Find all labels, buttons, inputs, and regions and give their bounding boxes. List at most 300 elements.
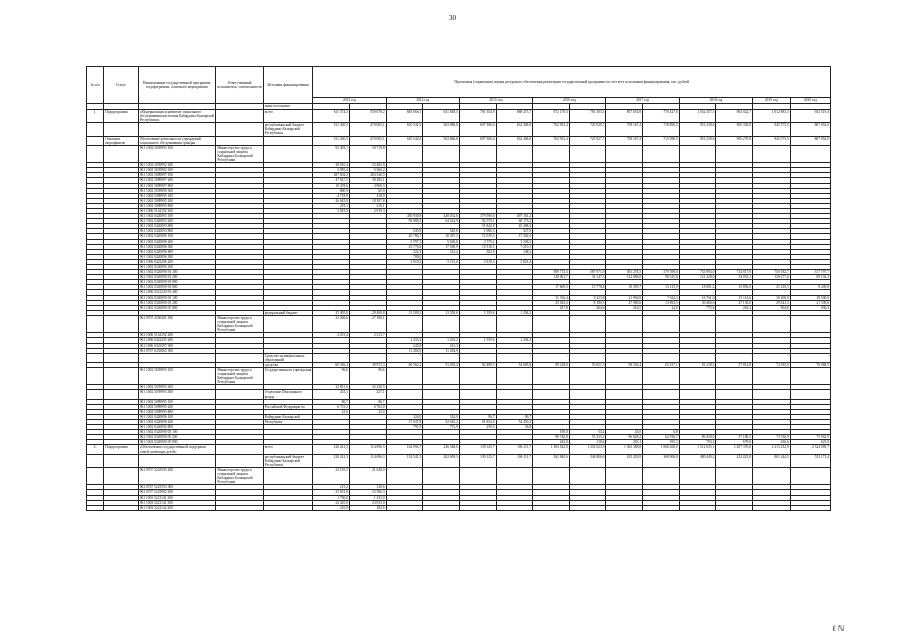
table-cell: 961 1002 0320090 05 800 — [138, 305, 216, 310]
table-cell: Министерство труда и социальной защиты Кабардино-Балкарской Республики — [216, 315, 263, 332]
table-cell: 5 620,0 — [423, 239, 460, 244]
table-cell: 632 494,6 — [496, 136, 533, 145]
table-cell: Министерство труда и социальной защиты Кабардино-Балкарской Республики — [216, 467, 263, 484]
header-year: 2016 год — [533, 98, 606, 104]
table-cell: 50 719,8 — [349, 145, 386, 162]
table-cell: 961 0707 0435065 300 — [138, 348, 216, 353]
table-cell: 581 278,3 — [606, 270, 643, 275]
table-cell: 45,0 — [606, 430, 643, 435]
table-cell: 53 493,4 — [423, 362, 460, 367]
table-cell: 203,1 — [606, 440, 643, 445]
table-cell: 725 927,7 — [569, 136, 606, 145]
table-cell: 55 335,2 — [569, 435, 606, 440]
table-cell — [716, 467, 753, 484]
table-cell — [459, 390, 496, 399]
table-cell: 961 1002 5039999 300 — [138, 188, 216, 193]
table-cell: 961 1002 0420093 800 — [138, 229, 216, 234]
table-cell: 936,4 — [790, 305, 830, 310]
table-cell: 26 645,0 — [313, 198, 350, 203]
table-cell: 106 111,7 — [496, 454, 533, 467]
table-cell: 57 180,3 — [716, 435, 753, 440]
table-cell — [753, 390, 791, 399]
table-cell: - — [790, 353, 830, 362]
table-cell: - — [643, 353, 680, 362]
table-cell: 801 244,5 — [753, 454, 791, 467]
table-cell: 951 239,6 — [679, 123, 716, 136]
table-cell: 435 229,9 — [606, 454, 643, 467]
table-cell: Отделение Пенсионного фонда — [263, 390, 313, 399]
table-cell: 120 241,3 — [313, 454, 350, 467]
table-cell: 368 908,0 — [643, 454, 680, 467]
table-cell: 961 1002 5089995 200 — [138, 198, 216, 203]
table-cell: - — [423, 353, 460, 362]
header-executor: Ответственный исполнитель, соисполнители — [216, 67, 263, 104]
table-cell: 857 653,8 — [606, 110, 643, 123]
table-cell: 470 005,1 — [349, 123, 386, 136]
table-cell: 961 1002 0320090 05 100 — [138, 295, 216, 300]
table-cell: 589 713,3 — [533, 270, 570, 275]
table-cell — [104, 367, 138, 384]
table-cell: 29 400,8 — [349, 310, 386, 315]
table-cell — [496, 315, 533, 332]
table-row — [87, 353, 831, 362]
table-cell — [216, 454, 263, 467]
table-cell — [104, 353, 138, 362]
table-cell: 32 206,6 — [313, 315, 350, 332]
table-cell: 25 043,2 — [533, 300, 570, 305]
table-row — [87, 390, 831, 399]
table-cell: 99 218,0 — [533, 362, 570, 367]
table-row — [87, 505, 831, 510]
table-cell: 316,5 — [606, 305, 643, 310]
table-cell: 20 786,7 — [386, 234, 423, 239]
table-cell: 714 817,9 — [716, 270, 753, 275]
table-cell: 1 252 623,9 — [569, 445, 606, 454]
table-cell: 497 161,2 — [496, 214, 533, 219]
table-cell: 2 213 232,9 — [753, 445, 791, 454]
table-cell: 611 374,3 — [313, 110, 350, 123]
table-cell: 972 170,3 — [533, 110, 570, 123]
table-cell: 961 1002 5089997 800 — [138, 183, 216, 188]
table-cell: 5 985,4 — [313, 168, 350, 173]
table-cell: 8 249,0 — [790, 285, 830, 290]
table-cell — [643, 467, 680, 484]
table-cell: - — [459, 353, 496, 362]
table-cell — [386, 145, 423, 162]
table-cell — [753, 505, 791, 510]
table-cell: 118,6 — [569, 440, 606, 445]
table-cell: 1 363 388,8 — [606, 445, 643, 454]
table-cell: 961 1002 5039993 100 — [138, 145, 216, 162]
table-cell — [569, 505, 606, 510]
table-cell: 32 851,6 — [313, 385, 350, 390]
table-cell — [716, 390, 753, 399]
table-cell: 961 1002 5039992 300 — [138, 168, 216, 173]
table-cell: Российской Федерации по — [263, 404, 313, 409]
table-cell: 961 1002 0420096 300 — [138, 244, 216, 249]
table-cell: 75 942,9 — [790, 435, 830, 440]
table-cell: 60 356,3 — [313, 362, 350, 367]
table-cell: 563 866,8 — [423, 136, 460, 145]
table-cell: 432 223,8 — [716, 454, 753, 467]
table-cell: «Модернизация и развитие социального обслуживания населения Кабардино-Балкарской Республики» — [139, 110, 215, 123]
table-cell — [679, 467, 716, 484]
table-cell: 1 068 268,0 — [643, 445, 680, 454]
table-cell: 20 387,3 — [423, 234, 460, 239]
table-cell: 21 960,0 — [606, 295, 643, 300]
table-cell — [606, 367, 643, 384]
table-cell: 18 500,0 — [790, 295, 830, 300]
table-cell — [753, 467, 791, 484]
table-cell: 92 493,1 — [313, 145, 350, 162]
table-cell: 480 449,2 — [679, 454, 716, 467]
table-cell: 237,1 — [349, 390, 386, 399]
table-cell — [569, 145, 606, 162]
table-cell — [87, 367, 104, 384]
table-cell: 3 358,5 — [496, 239, 533, 244]
table-cell — [533, 315, 570, 332]
table-cell: 2 213,7 — [349, 333, 386, 338]
table-cell — [386, 505, 423, 510]
table-cell: 470 005,1 — [349, 136, 386, 145]
table-cell: 545,8 — [423, 229, 460, 234]
table-cell: 51 842,8 — [459, 224, 496, 229]
table-cell — [87, 145, 104, 162]
table-cell: 700,0 — [386, 254, 423, 259]
table-cell — [679, 145, 716, 162]
table-cell: 114 696,3 — [349, 445, 386, 454]
table-cell: 379 590,6 — [459, 214, 496, 219]
table-row — [87, 110, 831, 123]
table-cell: 961 0707 5225593 300 — [138, 485, 216, 490]
table-cell: 961 1002 0420096 200 — [138, 239, 216, 244]
table-cell: 126,6 — [349, 485, 386, 490]
table-cell — [790, 145, 830, 162]
table-cell — [643, 315, 680, 332]
table-cell: 81 854,0 — [459, 420, 496, 425]
table-cell: 80 430,0 — [679, 435, 716, 440]
table-cell — [790, 367, 830, 384]
table-cell: 73 536,9 — [753, 435, 791, 440]
table-cell: 21 339,6 — [790, 300, 830, 305]
table-cell: 54 450,3 — [496, 420, 533, 425]
table-cell: 961 0707 5225593 200 — [138, 467, 216, 484]
table-cell: Средства муниципальных образований — [263, 353, 313, 362]
table-cell: 2. — [87, 445, 104, 454]
table-cell: 7 624,3 — [643, 295, 680, 300]
table-cell: 122 086,0 — [606, 275, 643, 280]
table-cell: 961 1002 5039993 100 — [138, 367, 216, 384]
table-cell — [569, 390, 606, 399]
table-cell: 943 519,4 — [790, 110, 830, 123]
table-cell — [87, 136, 104, 145]
table-row — [87, 367, 831, 384]
header-year: 2015 год — [459, 98, 532, 104]
table-cell: 610 542,6 — [386, 136, 423, 145]
table-cell: 190,0 — [533, 430, 570, 435]
table-cell — [87, 353, 104, 362]
table-cell: 15 539,3 — [459, 234, 496, 239]
table-cell — [496, 505, 533, 510]
table-cell: 23,0 — [349, 409, 386, 414]
header-no: № п/п — [87, 67, 104, 104]
table-cell: 961 1002 0320090 93 200 — [138, 275, 216, 280]
table-cell — [679, 505, 716, 510]
table-cell: 961 1006 0321320 93 400 — [138, 290, 216, 295]
table-cell: республиканский бюджет Кабардино-Балкарской Республики — [263, 454, 313, 467]
table-cell: 418,9 — [349, 193, 386, 198]
table-cell: 17 569,9 — [423, 244, 460, 249]
table-cell: 36,8 — [496, 425, 533, 430]
table-cell: 13 509,3 — [386, 310, 423, 315]
table-cell: всего — [263, 110, 313, 123]
table-cell — [423, 145, 460, 162]
table-cell — [496, 145, 533, 162]
table-cell: 96,7 — [459, 414, 496, 419]
table-cell — [216, 445, 263, 454]
table-cell: 17 669,5 — [533, 285, 570, 290]
header-name: Наименование государственной программы, подпрограммы, основного мероприятия — [138, 67, 216, 104]
table-cell: 762 952,4 — [533, 123, 570, 136]
table-cell: 1 384 542,8 — [533, 445, 570, 454]
table-cell: 81 218,3 — [679, 362, 716, 367]
table-cell: 29 021,3 — [753, 300, 791, 305]
header-year: 2020 год — [790, 98, 830, 104]
table-cell — [533, 505, 570, 510]
table-cell: 28 010,4 — [313, 163, 350, 168]
table-cell: 448 032,8 — [423, 214, 460, 219]
table-cell: 733 993,0 — [679, 270, 716, 275]
table-cell — [423, 390, 460, 399]
table-cell — [679, 315, 716, 332]
table-cell: 1 512 635,1 — [679, 445, 716, 454]
table-cell: Республике — [263, 420, 313, 425]
table-cell: 25 770,6 — [386, 244, 423, 249]
table-cell: 511 430,5 — [313, 136, 350, 145]
table-cell: 5 560,2 — [349, 168, 386, 173]
table-cell: 362 840,6 — [533, 454, 570, 467]
table-cell — [753, 367, 791, 384]
table-cell — [263, 315, 313, 332]
table-cell: средства — [263, 362, 313, 367]
table-cell: 96,6 — [349, 367, 386, 384]
table-cell — [104, 390, 138, 399]
table-cell: 961 0707 4330201 300 — [138, 315, 216, 332]
table-cell: «Обеспечение государственной поддержки семей, имеющих детей» — [138, 445, 216, 454]
table-cell — [104, 123, 138, 136]
table-cell: 98 325,8 — [643, 275, 680, 280]
table-cell: 226 348,0 — [423, 445, 460, 454]
table-cell: 210,0 — [313, 505, 350, 510]
table-cell: 92 570,1 — [459, 219, 496, 224]
table-cell: 679,6 — [716, 440, 753, 445]
table-cell: 2 821,4 — [496, 259, 533, 264]
table-cell: 16 761,0 — [679, 295, 716, 300]
table-cell: 457,8 — [533, 305, 570, 310]
table-cell — [533, 390, 570, 399]
table-cell: 219,1 — [349, 203, 386, 208]
table-cell — [423, 367, 460, 384]
table-cell: 55 051,5 — [569, 362, 606, 367]
table-cell: 96 828,2 — [606, 435, 643, 440]
table-cell: 96,6 — [313, 367, 350, 384]
table-cell: 302,9 — [459, 249, 496, 254]
table-cell: 215,2 — [313, 485, 350, 490]
header-status: Статус — [104, 67, 138, 104]
table-cell: 15 892,0 — [716, 285, 753, 290]
table-cell — [459, 505, 496, 510]
table-cell: 961 0707 5225992 300 — [138, 490, 216, 495]
table-cell: 945 575,5 — [753, 136, 791, 145]
table-cell — [790, 505, 830, 510]
table-cell: 13 892,5 — [643, 300, 680, 305]
table-row — [87, 145, 831, 162]
table-cell: 86,7 — [349, 399, 386, 404]
table-cell: 11 284,9 — [423, 348, 460, 353]
table-cell — [790, 390, 830, 399]
table-cell: 45 498,4 — [496, 224, 533, 229]
table-cell — [496, 467, 533, 484]
table-cell — [87, 467, 104, 484]
table-cell: 631 849,5 — [423, 110, 460, 123]
table-cell: 74 185,6 — [753, 362, 791, 367]
table-cell: 697 306,0 — [459, 123, 496, 136]
table-cell: 21 649,0 — [349, 467, 386, 484]
table-cell: 139 125,7 — [459, 445, 496, 454]
table-cell: 718 890,5 — [643, 123, 680, 136]
table-cell: 148,2 — [496, 249, 533, 254]
table-cell: 54,2 — [569, 430, 606, 435]
table-cell: 34 147,3 — [569, 275, 606, 280]
table-cell: 132 541,3 — [386, 454, 423, 467]
table-cell: 3 919,3 — [386, 259, 423, 264]
table-cell: 47 927,5 — [313, 178, 350, 183]
table-cell: 24 410,0 — [313, 500, 350, 505]
table-cell: 8 180,5 — [569, 300, 606, 305]
table-cell: 961 1002 5039993 300 — [138, 390, 216, 399]
table-cell: 867 052,0 — [790, 136, 830, 145]
table-cell — [216, 353, 263, 362]
table-cell: Подпрограмма — [104, 110, 138, 123]
table-cell — [643, 145, 680, 162]
table-cell: 961 1002 5089995 800 — [138, 203, 216, 208]
table-cell: 945 575,5 — [753, 123, 791, 136]
table-cell: 961 1003 5221142 200 — [138, 505, 216, 510]
header-source: Источник финансирования — [263, 67, 313, 104]
table-cell: 961 1006 0425297 300 — [138, 343, 216, 348]
table-cell — [87, 454, 104, 467]
table-cell: 725 929,7 — [569, 123, 606, 136]
table-cell: 2 291,4 — [313, 333, 350, 338]
table-cell — [87, 315, 104, 332]
table-cell: 54 053,3 — [716, 275, 753, 280]
table-cell: 99 086,5 — [386, 219, 423, 224]
table-cell: 4 718,9 — [313, 193, 350, 198]
table-cell: 1 790,0 — [313, 495, 350, 500]
table-cell: 688 473,7 — [496, 110, 533, 123]
table-cell — [496, 367, 533, 384]
table-cell: 1 457 376,8 — [716, 445, 753, 454]
table-cell — [716, 367, 753, 384]
table-cell: 27 980,6 — [606, 300, 643, 305]
table-cell: 54 683,8 — [496, 362, 533, 367]
table-cell: 2 324 005,7 — [790, 445, 830, 454]
table-cell: 6 763,0 — [349, 404, 386, 409]
table-cell: 312,2 — [423, 249, 460, 254]
table-cell: федеральный бюджет — [263, 310, 313, 315]
resource-table — [86, 66, 831, 511]
table-cell — [216, 390, 263, 399]
table-cell — [423, 467, 460, 484]
table-cell: 60 562,2 — [386, 362, 423, 367]
table-cell: 57 812,0 — [716, 362, 753, 367]
table-cell: 961 1002 0320090 05 100 — [138, 430, 216, 435]
table-cell — [386, 390, 423, 399]
table-cell: 42 236,5 — [349, 385, 386, 390]
table-cell — [643, 390, 680, 399]
table-cell: 905 330,8 — [716, 123, 753, 136]
table-cell — [643, 367, 680, 384]
table-cell: 1 294,3 — [496, 310, 533, 315]
table-cell: 13 550,6 — [423, 310, 460, 315]
table-cell: Министерство труда и социальной защиты Кабардино-Балкарской Республики — [216, 367, 263, 384]
table-cell: 27 130,0 — [716, 300, 753, 305]
table-cell — [569, 467, 606, 484]
table-cell: 62 936,7 — [643, 435, 680, 440]
table-cell: 15 518,1 — [459, 244, 496, 249]
table-cell: 961 1002 0320090 05 200 — [138, 300, 216, 305]
table-cell: 1 233,0 — [349, 495, 386, 500]
table-cell — [606, 505, 643, 510]
table-cell: 791,9 — [386, 425, 423, 430]
table-cell: Государственного учреждения — [263, 367, 313, 384]
table-cell — [138, 454, 216, 467]
table-cell: 35 495,0 — [313, 310, 350, 315]
table-cell — [87, 390, 104, 399]
table-cell: 16 200,0 — [753, 295, 791, 300]
table-cell: 6,8 — [643, 430, 680, 435]
table-cell: 38 285,1 — [349, 178, 386, 183]
table-cell: 951 239,6 — [679, 136, 716, 145]
table-cell: 21 239,3 — [753, 285, 791, 290]
table-cell: республиканский бюджет Кабардино-Балкарской Республики — [263, 123, 313, 136]
table-cell: 867 052,0 — [790, 123, 830, 136]
table-cell: 2 919,3 — [349, 208, 386, 213]
header-forecast: Прогнозная (справочная) оценка ресурсного обеспечения реализации государственной программы за счет всех источников финансирования, тыс. рублей — [313, 67, 831, 98]
table-cell: 219,1 — [313, 203, 350, 208]
table-cell — [533, 467, 570, 484]
table-cell: 701 354,9 — [459, 110, 496, 123]
table-cell: 395,3 — [643, 440, 680, 445]
table-cell: 18 081,2 — [679, 285, 716, 290]
table-cell: 162 094,7 — [386, 445, 423, 454]
table-cell: 6 733,3 — [313, 404, 350, 409]
table-cell: 98 536,4 — [606, 362, 643, 367]
table-cell — [753, 315, 791, 332]
table-cell: 961 1002 0420093 800 — [138, 224, 216, 229]
table-cell: 961 1002 0420096 800 — [138, 249, 216, 254]
table-cell — [459, 467, 496, 484]
table-cell: 3 923,3 — [313, 208, 350, 213]
table-cell: 587 971,9 — [569, 270, 606, 275]
table-cell: 1 012 883,3 — [753, 110, 791, 123]
table-row — [87, 454, 831, 467]
table-cell: - — [716, 353, 753, 362]
header-year: 2013 год — [313, 98, 386, 104]
table-cell: 545,8 — [386, 229, 423, 234]
table-cell: 18 397,8 — [349, 198, 386, 203]
table-cell: 563 886,8 — [423, 123, 460, 136]
